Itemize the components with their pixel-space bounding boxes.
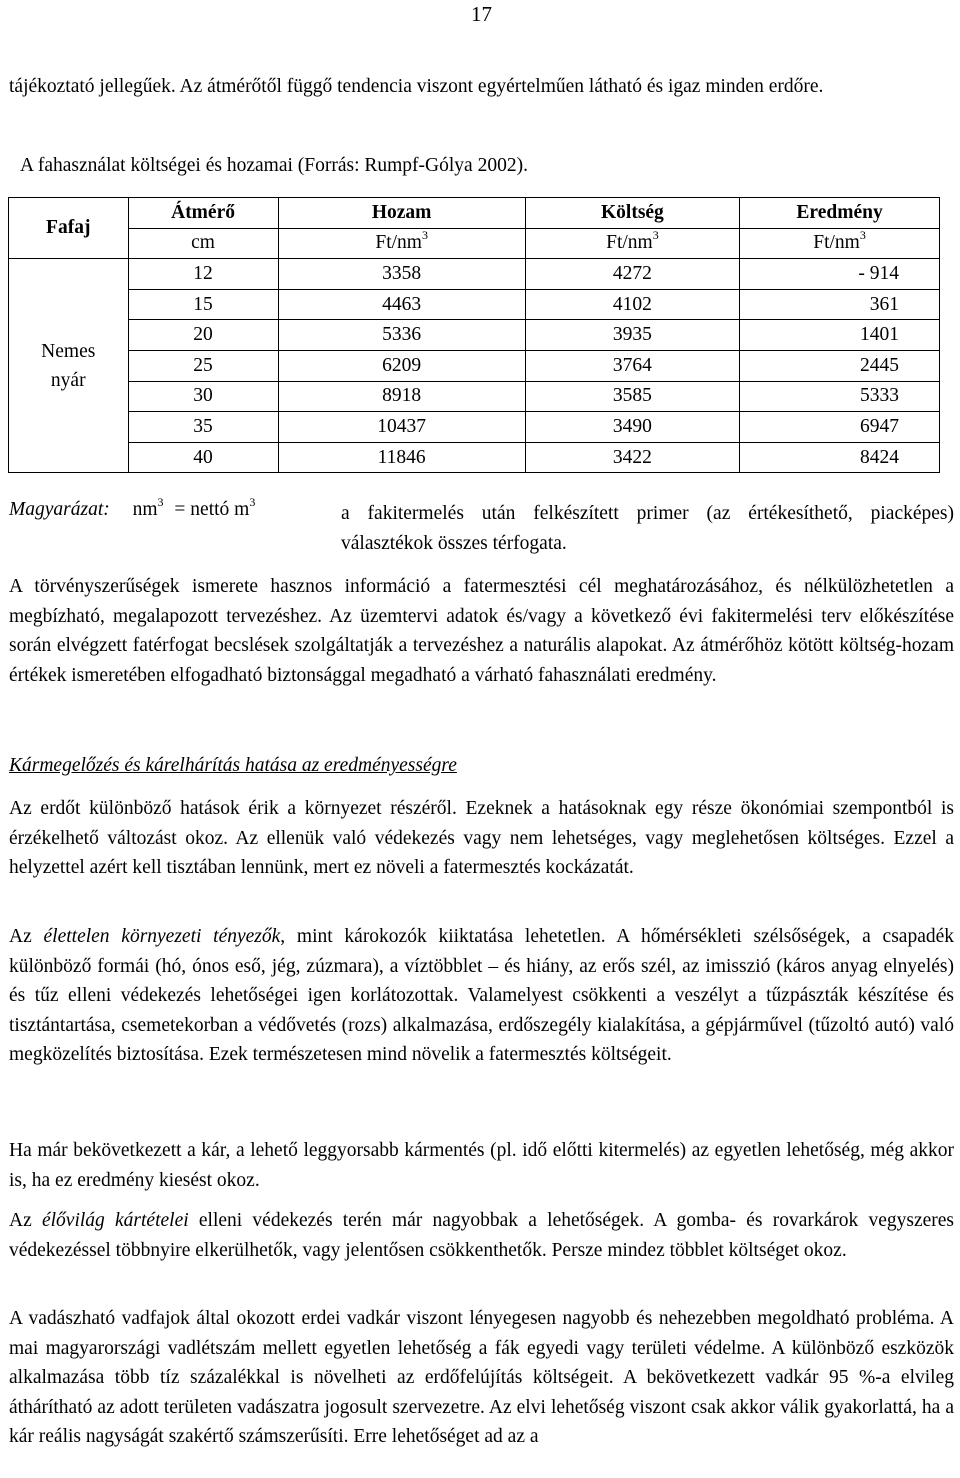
species-name: Nemes nyár [9, 259, 129, 473]
cost-yield-table [8, 197, 940, 473]
cell-yield: 4463 [278, 289, 525, 320]
table-row [9, 350, 940, 381]
cell-result: 361 [740, 289, 940, 320]
cell-result: 6947 [740, 412, 940, 443]
paragraph-biotic: Az élővilág kártételei elleni védekezés terén már nagyobbak a lehetőségek. A gomba- és rovarkárok vegyszeres védekezéssel többnyire elkerülhetők, vagy jelentősen csökkenthetők. Persze mindez többlet költséget okoz. [9, 1210, 955, 1261]
table-row [9, 381, 940, 412]
cell-diameter: 25 [128, 350, 278, 381]
cell-cost: 3764 [525, 350, 739, 381]
table-row [9, 259, 940, 290]
paragraph-influences: Az erdőt különböző hatások érik a környezet részéről. Ezeknek a hatásoknak egy része ökonómiai szempontból is érzékelhető változást okoz. Az ellenük való védekezés vagy nem lehetséges, vagy meglehetősen költséges. Ezzel a helyzettel azért kell tisztában lennünk, mert ez növeli a fatermesztés kockázatát. [9, 798, 954, 878]
cell-result: 2445 [740, 350, 940, 381]
cell-diameter: 30 [128, 381, 278, 412]
cell-cost: 4102 [525, 289, 739, 320]
cell-result: 5333 [740, 381, 940, 412]
cell-yield: 5336 [278, 320, 525, 351]
unit-diameter: cm [128, 228, 278, 259]
cell-diameter: 12 [128, 259, 278, 290]
paragraph-laws: A törvényszerűségek ismerete hasznos információ a fatermesztési cél meghatározásához, és nélkülözhetetlen a megbízható, megalapozott tervezéshez. Az üzemtervi adatok és/vagy a következő évi fakitermelési terv előkészítése során elvégzett fatérfogat becslések szolgáltatják a tervezéshez a naturális alapokat. Az átmérőhöz kötött költség-hozam értékek ismeretében elfogadható biztonsággal megadható a várható fahasználati eredmény. [9, 576, 954, 686]
section-heading: Kármegelőzés és kárelhárítás hatása az eredményességre [9, 755, 457, 776]
paragraph-salvage: Ha már bekövetkezett a kár, a lehető leggyorsabb kármentés (pl. idő előtti kitermelés) az egyetlen lehetőség, még akkor is, ha ez eredmény kiesést okoz. [9, 1140, 954, 1191]
explanation-term: Magyarázat: $nm^3$ = nettó $m^3$ [9, 494, 256, 520]
cell-result: 1401 [740, 320, 940, 351]
table-row [9, 442, 940, 473]
table-row [9, 412, 940, 443]
cell-diameter: 20 [128, 320, 278, 351]
header-diameter: Átmérő [128, 198, 278, 229]
cell-cost: 4272 [525, 259, 739, 290]
cell-result: - 914 [740, 259, 940, 290]
table-units-row [9, 228, 940, 259]
unit-yield: $Ft/nm^3$ [278, 228, 525, 259]
cell-yield: 10437 [278, 412, 525, 443]
cell-diameter: 40 [128, 442, 278, 473]
table-caption: A fahasználat költségei és hozamai (Forrás: Rumpf-Gólya 2002). [20, 155, 528, 176]
cell-result: 8424 [740, 442, 940, 473]
paragraph-game-damage: A vadászható vadfajok által okozott erdei vadkár viszont lényegesen nagyobb és nehezebben megoldható probléma. A mai magyarországi vadlétszám mellett egyetlen lehetőség a fák egyedi vagy területi védelme. A különböző eszközök alkalmazása több tíz százalékkal is növelheti az erdőfelújítás költségeit. A bekövetkezett vadkár 95 %-a elvileg áthárítható az adott területen vadászatra jogosult szervezetre. Az elvi lehetőség viszont csak akkor válik gyakorlattá, ha a kár reális nagyságát szakértő számszerűsíti. Erre lehetőséget ad az a [9, 1308, 954, 1447]
header-species: Fafaj [9, 198, 129, 259]
cell-cost: 3422 [525, 442, 739, 473]
explanation-definition: a fakitermelés után felkészített primer (az értékesíthető, piacképes) választékok összes térfogata. [341, 503, 954, 554]
cell-cost: 3585 [525, 381, 739, 412]
cell-cost: 3935 [525, 320, 739, 351]
header-cost: Költség [525, 198, 739, 229]
cell-diameter: 15 [128, 289, 278, 320]
unit-result: $Ft/nm^3$ [740, 228, 940, 259]
cell-yield: 3358 [278, 259, 525, 290]
table-header-row [9, 198, 940, 229]
unit-cost: $Ft/nm^3$ [525, 228, 739, 259]
cell-cost: 3490 [525, 412, 739, 443]
cell-yield: 11846 [278, 442, 525, 473]
header-yield: Hozam [278, 198, 525, 229]
cell-diameter: 35 [128, 412, 278, 443]
header-result: Eredmény [740, 198, 940, 229]
paragraph-abiotic: Az élettelen környezeti tényezők, mint károkozók kiiktatása lehetetlen. A hőmérsékleti szélsőségek, a csapadék különböző formái (hó, ónos eső, jég, zúzmara), a víztöbblet – és hiány, az erős szél, az imisszió (káros anyag elnyelés) és tűz elleni védekezés lehetőségei igen korlátozottak. Valamelyest csökkenti a veszélyt a tűzpászták készítése és tisztántartása, csemetekorban a védővetés (rozs) alkalmazása, erdőszegély kialakítása, a gépjárművel (tűzoltó autó) való megközelítés biztosítása. Ezek természetesen mind növelik a fatermesztés költségeit. [9, 926, 955, 1065]
cell-yield: 6209 [278, 350, 525, 381]
page-number: 17 [471, 2, 492, 26]
cell-yield: 8918 [278, 381, 525, 412]
table-row [9, 289, 940, 320]
intro-paragraph: tájékoztató jellegűek. Az átmérőtől függő tendencia viszont egyértelműen látható és igaz minden erdőre. [9, 76, 824, 97]
table-row [9, 320, 940, 351]
